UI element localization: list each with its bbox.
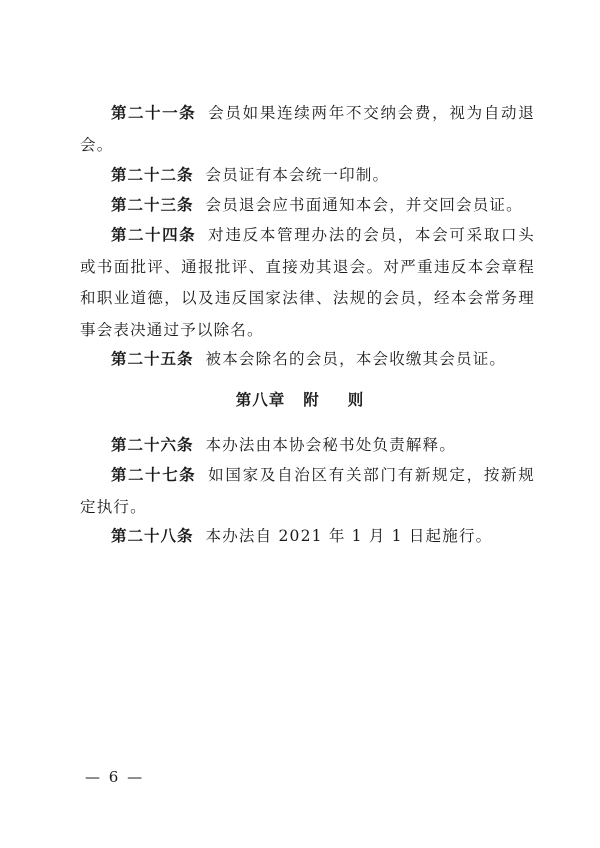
article-28 xyxy=(80,521,535,553)
article-27 xyxy=(80,460,535,523)
page-number: — 6 — xyxy=(85,768,145,786)
article-text: 本办法自 2021 年 1 月 1 日起施行。 xyxy=(205,527,493,545)
chapter-title-part1: 附 xyxy=(303,391,320,409)
article-text: 如国家及自治区有关部门有新规定，按新规定执行。 xyxy=(80,466,535,516)
article-26 xyxy=(80,430,535,462)
article-22 xyxy=(80,160,535,192)
article-number: 第二十五条 xyxy=(111,350,194,368)
article-text: 会员证有本会统一印制。 xyxy=(205,166,390,184)
article-text: 本办法由本协会秘书处负责解释。 xyxy=(205,436,457,454)
article-23 xyxy=(80,190,535,222)
article-text: 会员退会应书面通知本会，并交回会员证。 xyxy=(205,196,523,214)
article-number: 第二十八条 xyxy=(111,527,194,545)
article-number: 第二十六条 xyxy=(111,436,194,454)
article-25 xyxy=(80,344,535,376)
article-21 xyxy=(80,98,535,161)
article-text: 被本会除名的会员，本会收缴其会员证。 xyxy=(205,350,507,368)
chapter-heading xyxy=(0,388,600,410)
article-number: 第二十四条 xyxy=(111,226,197,244)
article-number: 第二十二条 xyxy=(111,166,194,184)
article-number: 第二十一条 xyxy=(111,104,197,122)
article-text: 会员如果连续两年不交纳会费，视为自动退会。 xyxy=(80,104,535,154)
article-number: 第二十三条 xyxy=(111,196,194,214)
article-text: 对违反本管理办法的会员，本会可采取口头或书面批评、通报批评、直接劝其退会。对严重违反本会章程和职业道德，以及违反国家法律、法规的会员，经本会常务理事会表决通过予以除名。 xyxy=(80,226,535,339)
chapter-title-part2: 则 xyxy=(347,391,365,409)
article-24 xyxy=(80,220,535,346)
chapter-number: 第八章 xyxy=(235,391,286,409)
article-number: 第二十七条 xyxy=(111,466,197,484)
